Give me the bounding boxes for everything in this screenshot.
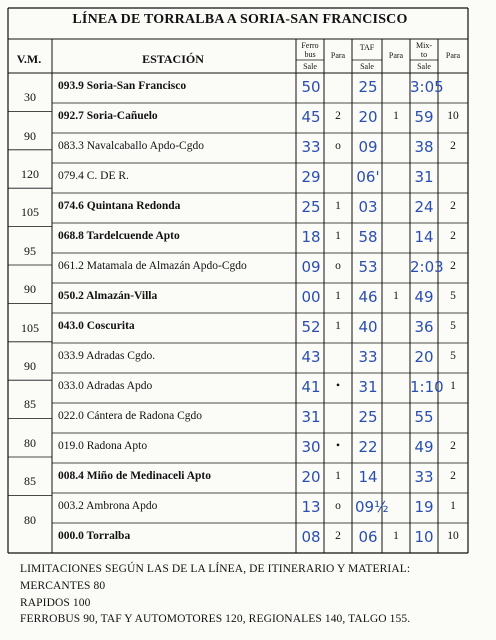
vm-speed: 85 xyxy=(24,474,36,489)
ferrobus-stop: • xyxy=(335,440,341,452)
mixto-time: 3:05 xyxy=(410,78,444,96)
ferrobus-time: 00 xyxy=(301,288,321,306)
header-estacion: ESTACIÓN xyxy=(142,52,204,66)
vm-speed: 85 xyxy=(24,397,36,412)
station-name: 092.7 Soria-Cañuelo xyxy=(58,110,158,122)
station-name: 022.0 Cántera de Radona Cgdo xyxy=(58,410,203,422)
station-name: 074.6 Quintana Redonda xyxy=(58,200,181,212)
station-name: 079.4 C. DE R. xyxy=(58,170,129,182)
mixto-stop: 10 xyxy=(447,530,459,542)
mixto-stop: 5 xyxy=(450,290,456,302)
header-mixto-1: Mix- xyxy=(416,41,432,50)
mixto-time: 59 xyxy=(414,108,434,126)
taf-time: 06' xyxy=(356,168,380,186)
ferrobus-stop: 1 xyxy=(335,470,341,482)
station-name: 093.9 Soria-San Francisco xyxy=(58,80,187,92)
ferrobus-stop: • xyxy=(335,380,341,392)
header-sale-taf: Sale xyxy=(360,62,374,71)
mixto-stop: 2 xyxy=(450,440,456,452)
taf-time: 25 xyxy=(358,78,378,96)
mixto-stop: 2 xyxy=(450,140,456,152)
mixto-time: 38 xyxy=(414,138,434,156)
ferrobus-time: 30 xyxy=(301,438,321,456)
station-name: 008.4 Miño de Medinaceli Apto xyxy=(58,470,212,482)
taf-time: 25 xyxy=(358,408,378,426)
header-taf: TAF xyxy=(359,43,375,52)
vm-speed: 105 xyxy=(21,205,39,220)
station-name: 033.9 Adradas Cgdo. xyxy=(58,350,156,362)
mixto-time: 14 xyxy=(414,228,434,246)
ferrobus-stop: 2 xyxy=(335,110,341,122)
ferrobus-time: 13 xyxy=(301,498,321,516)
taf-time: 40 xyxy=(358,318,378,336)
ferrobus-time: 31 xyxy=(301,408,321,426)
mixto-stop: 2 xyxy=(450,200,456,212)
header-sale-ferrobus: Sale xyxy=(303,62,317,71)
ferrobus-stop: o xyxy=(335,260,341,272)
station-name: 033.0 Adradas Apdo xyxy=(58,380,153,392)
ferrobus-time: 09 xyxy=(301,258,321,276)
ferrobus-time: 18 xyxy=(301,228,321,246)
mixto-stop: 10 xyxy=(447,110,459,122)
mixto-time: 33 xyxy=(414,468,434,486)
ferrobus-stop: 1 xyxy=(335,200,341,212)
vm-speed: 120 xyxy=(21,167,39,181)
station-name: 061.2 Matamala de Almazán Apdo-Cgdo xyxy=(58,260,247,272)
mixto-time: 49 xyxy=(414,288,434,306)
footer-limitations: LIMITACIONES SEGÚN LAS DE LA LÍNEA, DE ITINERARIO Y MATERIAL: xyxy=(20,563,411,575)
vm-speed: 90 xyxy=(24,282,36,297)
mixto-stop: 5 xyxy=(450,350,456,362)
station-name: 000.0 Torralba xyxy=(58,530,131,542)
mixto-time: 49 xyxy=(414,438,434,456)
taf-time: 06 xyxy=(358,528,378,546)
vm-speed: 80 xyxy=(24,435,36,450)
vm-speed: 30 xyxy=(24,90,36,105)
header-vm: V.M. xyxy=(16,52,42,66)
station-name: 068.8 Tardelcuende Apto xyxy=(58,230,180,242)
taf-time: 09½ xyxy=(355,498,389,516)
mixto-time: 2:03 xyxy=(410,258,444,276)
mixto-stop: 1 xyxy=(450,380,456,392)
taf-stop: 1 xyxy=(393,110,399,122)
mixto-time: 20 xyxy=(414,348,434,366)
vm-speed: 90 xyxy=(24,359,36,373)
station-name: 003.2 Ambrona Apdo xyxy=(58,500,158,512)
mixto-time: 19 xyxy=(414,498,434,516)
taf-time: 09 xyxy=(358,138,378,156)
taf-time: 03 xyxy=(358,198,378,216)
vm-speed: 105 xyxy=(21,320,39,335)
station-name: 050.2 Almazán-Villa xyxy=(58,290,158,302)
header-para-2: Para xyxy=(388,51,404,60)
taf-time: 58 xyxy=(358,228,378,246)
mixto-time: 1:10 xyxy=(410,378,444,396)
station-name: 043.0 Coscurita xyxy=(58,320,135,332)
vm-speed: 90 xyxy=(24,128,36,143)
vm-speed: 80 xyxy=(24,512,36,527)
taf-time: 31 xyxy=(358,378,378,396)
header-ferrobus-1: Ferro xyxy=(301,41,319,50)
station-name: 083.3 Navalcaballo Apdo-Cgdo xyxy=(58,140,204,152)
ferrobus-time: 29 xyxy=(301,168,321,186)
header-mixto-2: to xyxy=(420,50,428,59)
ferrobus-stop: 2 xyxy=(335,530,341,542)
footer-rapidos: RAPIDOS 100 xyxy=(20,597,91,609)
station-name: 019.0 Radona Apto xyxy=(58,440,148,452)
mixto-time: 24 xyxy=(414,198,434,216)
taf-time: 22 xyxy=(358,438,378,456)
taf-time: 14 xyxy=(358,468,378,486)
mixto-stop: 2 xyxy=(450,260,456,272)
header-para-3: Para xyxy=(445,51,461,60)
mixto-stop: 2 xyxy=(450,470,456,482)
taf-stop: 1 xyxy=(393,530,399,542)
mixto-stop: 1 xyxy=(450,500,456,512)
taf-stop: 1 xyxy=(393,290,399,302)
taf-time: 53 xyxy=(358,258,378,276)
footer-mercantes: MERCANTES 80 xyxy=(20,580,106,592)
ferrobus-time: 41 xyxy=(301,378,321,396)
mixto-time: 36 xyxy=(414,318,434,336)
taf-time: 33 xyxy=(358,348,378,366)
taf-time: 46 xyxy=(358,288,378,306)
mixto-time: 55 xyxy=(414,408,434,426)
mixto-stop: 2 xyxy=(450,230,456,242)
taf-time: 20 xyxy=(358,108,378,126)
vm-speed: 95 xyxy=(24,243,36,258)
ferrobus-stop: 1 xyxy=(335,320,341,332)
mixto-time: 10 xyxy=(414,528,434,546)
ferrobus-stop: 1 xyxy=(335,230,341,242)
header-sale-mixto: Sale xyxy=(417,62,431,71)
footer-speeds: FERROBUS 90, TAF Y AUTOMOTORES 120, REGIONALES 140, TALGO 155. xyxy=(20,613,411,625)
ferrobus-stop: 1 xyxy=(335,290,341,302)
ferrobus-stop: o xyxy=(335,500,341,512)
header-ferrobus-2: bus xyxy=(304,50,316,59)
ferrobus-time: 25 xyxy=(301,198,321,216)
ferrobus-time: 43 xyxy=(301,348,321,366)
header-para-1: Para xyxy=(330,51,346,60)
mixto-time: 31 xyxy=(414,168,434,186)
mixto-stop: 5 xyxy=(450,320,456,332)
ferrobus-time: 20 xyxy=(301,468,321,486)
table-title: LÍNEA DE TORRALBA A SORIA-SAN FRANCISCO xyxy=(72,12,408,27)
ferrobus-stop: o xyxy=(335,140,341,152)
ferrobus-time: 33 xyxy=(301,138,321,156)
ferrobus-time: 08 xyxy=(301,528,321,546)
ferrobus-time: 52 xyxy=(301,318,321,336)
ferrobus-time: 45 xyxy=(301,108,321,126)
ferrobus-time: 50 xyxy=(301,78,321,96)
